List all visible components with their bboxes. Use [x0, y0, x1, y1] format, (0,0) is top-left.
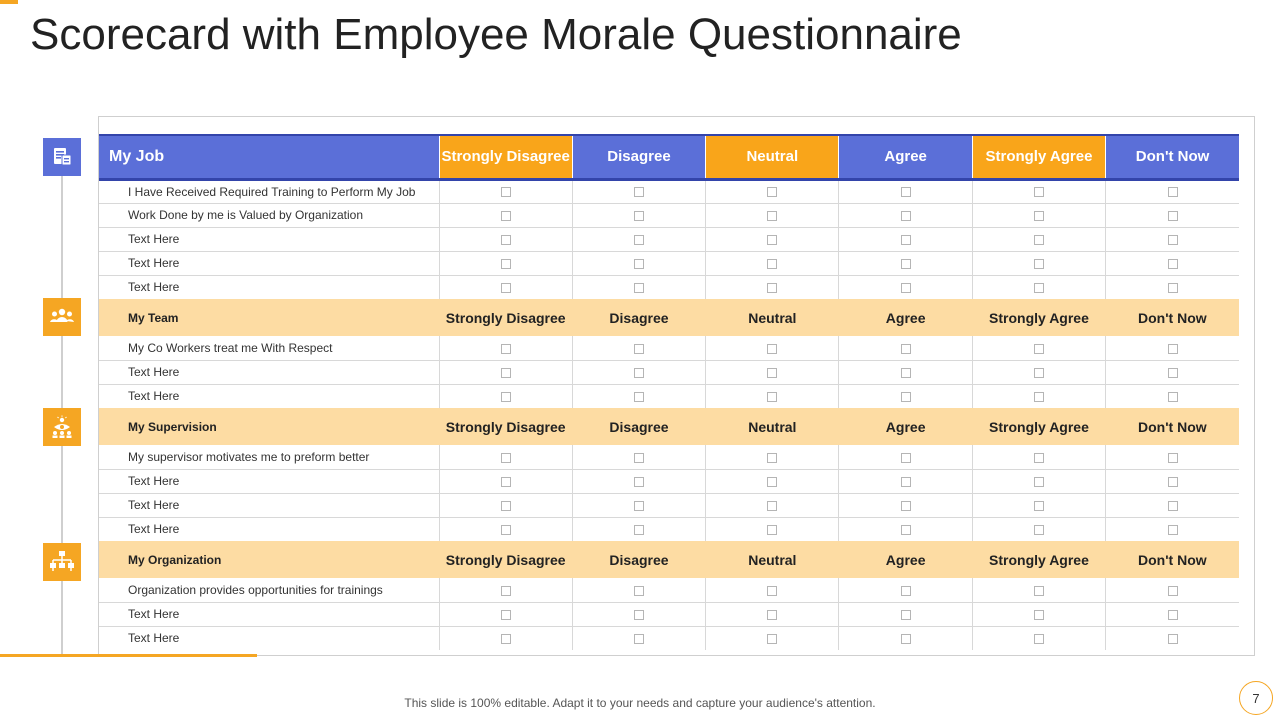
column-header-strongly-agree: Strongly Agree	[972, 135, 1105, 179]
table-header-row	[99, 135, 1239, 179]
checkbox[interactable]	[1168, 453, 1178, 463]
section-column-label: Strongly Agree	[972, 541, 1105, 578]
checkbox[interactable]	[901, 368, 911, 378]
table-row	[99, 203, 1239, 227]
section-column-label: Disagree	[572, 408, 705, 445]
checkbox[interactable]	[634, 235, 644, 245]
table-row	[99, 336, 1239, 360]
table-row	[99, 626, 1239, 650]
checkbox[interactable]	[901, 344, 911, 354]
checkbox[interactable]	[767, 525, 777, 535]
checkbox[interactable]	[767, 610, 777, 620]
checkbox[interactable]	[1168, 187, 1178, 197]
checkbox[interactable]	[501, 453, 511, 463]
checkbox[interactable]	[901, 634, 911, 644]
column-header-agree: Agree	[839, 135, 972, 179]
checkbox[interactable]	[767, 501, 777, 511]
table-row	[99, 469, 1239, 493]
section-column-label: Neutral	[706, 408, 839, 445]
checkbox[interactable]	[1034, 259, 1044, 269]
checkbox[interactable]	[634, 344, 644, 354]
checkbox[interactable]	[634, 392, 644, 402]
table-row	[99, 251, 1239, 275]
table-row	[99, 227, 1239, 251]
checkbox[interactable]	[1168, 392, 1178, 402]
checkbox[interactable]	[501, 610, 511, 620]
checkbox[interactable]	[634, 453, 644, 463]
top-accent-bar	[0, 0, 18, 4]
table-row	[99, 602, 1239, 626]
question-label: I Have Received Required Training to Perform My Job	[99, 179, 439, 203]
checkbox[interactable]	[767, 235, 777, 245]
table-row	[99, 179, 1239, 203]
section-label: My Supervision	[99, 408, 439, 445]
section-label: My Organization	[99, 541, 439, 578]
column-header-disagree: Disagree	[572, 135, 705, 179]
checkbox[interactable]	[901, 477, 911, 487]
checkbox[interactable]	[501, 344, 511, 354]
checkbox[interactable]	[501, 259, 511, 269]
clipboard-icon	[43, 138, 81, 176]
slide-title: Scorecard with Employee Morale Questionnaire	[30, 10, 962, 59]
table-row	[99, 578, 1239, 602]
checkbox[interactable]	[501, 235, 511, 245]
question-label: Text Here	[99, 227, 439, 251]
checkbox[interactable]	[1168, 477, 1178, 487]
checkbox[interactable]	[1034, 610, 1044, 620]
checkbox[interactable]	[767, 344, 777, 354]
question-label: Text Here	[128, 631, 180, 646]
checkbox[interactable]	[767, 211, 777, 221]
page-number: 7	[1239, 681, 1273, 715]
checkbox[interactable]	[767, 586, 777, 596]
checkbox[interactable]	[634, 610, 644, 620]
checkbox[interactable]	[1168, 368, 1178, 378]
section-header-my-team	[99, 299, 1239, 336]
checkbox[interactable]	[501, 525, 511, 535]
checkbox[interactable]	[1034, 453, 1044, 463]
question-label: Text Here	[99, 360, 439, 384]
checkbox[interactable]	[634, 259, 644, 269]
section-column-label: Disagree	[572, 541, 705, 578]
section-column-label: Strongly Disagree	[439, 408, 572, 445]
checkbox[interactable]	[901, 283, 911, 293]
checkbox[interactable]	[1034, 211, 1044, 221]
checkbox[interactable]	[501, 392, 511, 402]
checkbox[interactable]	[501, 477, 511, 487]
checkbox[interactable]	[1168, 525, 1178, 535]
section-column-label: Agree	[839, 299, 972, 336]
checkbox[interactable]	[767, 187, 777, 197]
checkbox[interactable]	[767, 368, 777, 378]
column-header-dont-now: Don't Now	[1106, 135, 1239, 179]
section-title-my-job: My Job	[99, 135, 439, 179]
checkbox[interactable]	[1034, 344, 1044, 354]
table-row	[99, 445, 1239, 469]
table-row	[99, 493, 1239, 517]
section-column-label: Strongly Agree	[972, 299, 1105, 336]
table-row	[99, 275, 1239, 299]
checkbox[interactable]	[634, 477, 644, 487]
question-label: Text Here	[99, 251, 439, 275]
section-column-label: Strongly Agree	[972, 408, 1105, 445]
section-column-label: Strongly Disagree	[439, 541, 572, 578]
checkbox[interactable]	[901, 392, 911, 402]
section-column-label: Agree	[839, 541, 972, 578]
checkbox[interactable]	[1034, 392, 1044, 402]
checkbox[interactable]	[634, 525, 644, 535]
checkbox[interactable]	[901, 586, 911, 596]
morale-scorecard-table	[99, 134, 1239, 650]
checkbox[interactable]	[1168, 610, 1178, 620]
table-row	[99, 517, 1239, 541]
checkbox[interactable]	[1034, 525, 1044, 535]
checkbox[interactable]	[634, 368, 644, 378]
checkbox[interactable]	[501, 283, 511, 293]
bottom-accent-bar	[0, 654, 257, 657]
checkbox[interactable]	[1034, 501, 1044, 511]
checkbox[interactable]	[634, 501, 644, 511]
checkbox[interactable]	[1168, 259, 1178, 269]
checkbox[interactable]	[1034, 368, 1044, 378]
checkbox[interactable]	[1034, 477, 1044, 487]
checkbox[interactable]	[901, 525, 911, 535]
checkbox[interactable]	[634, 211, 644, 221]
checkbox[interactable]	[767, 283, 777, 293]
checkbox[interactable]	[501, 634, 511, 644]
checkbox[interactable]	[901, 501, 911, 511]
section-column-label: Agree	[839, 408, 972, 445]
section-column-label: Don't Now	[1106, 408, 1239, 445]
checkbox[interactable]	[767, 259, 777, 269]
checkbox[interactable]	[1034, 283, 1044, 293]
section-header-my-organization	[99, 541, 1239, 578]
checkbox[interactable]	[901, 453, 911, 463]
checkbox[interactable]	[1168, 283, 1178, 293]
checkbox[interactable]	[901, 610, 911, 620]
checkbox[interactable]	[767, 634, 777, 644]
team-icon	[43, 298, 81, 336]
question-label: My supervisor motivates me to preform better	[99, 445, 439, 469]
checkbox[interactable]	[901, 211, 911, 221]
checkbox[interactable]	[1168, 501, 1178, 511]
checkbox[interactable]	[901, 235, 911, 245]
question-label: Text Here	[128, 389, 180, 404]
checkbox[interactable]	[1034, 235, 1044, 245]
checkbox[interactable]	[767, 477, 777, 487]
checkbox[interactable]	[501, 211, 511, 221]
section-header-my-supervision	[99, 408, 1239, 445]
section-column-label: Neutral	[706, 541, 839, 578]
section-column-label: Strongly Disagree	[439, 299, 572, 336]
checkbox[interactable]	[501, 586, 511, 596]
checkbox[interactable]	[1168, 344, 1178, 354]
checkbox[interactable]	[1168, 586, 1178, 596]
checkbox[interactable]	[1168, 634, 1178, 644]
section-column-label: Neutral	[706, 299, 839, 336]
question-label: Text Here	[128, 280, 180, 295]
section-column-label: Don't Now	[1106, 541, 1239, 578]
checkbox[interactable]	[1034, 187, 1044, 197]
question-label: My Co Workers treat me With Respect	[99, 336, 439, 360]
checkbox[interactable]	[501, 501, 511, 511]
supervision-icon	[43, 408, 81, 446]
checkbox[interactable]	[634, 634, 644, 644]
footer-note: This slide is 100% editable. Adapt it to your needs and capture your audience's attention.	[404, 696, 876, 710]
question-label: Text Here	[99, 602, 439, 626]
checkbox[interactable]	[767, 392, 777, 402]
checkbox[interactable]	[767, 453, 777, 463]
checkbox[interactable]	[1168, 235, 1178, 245]
question-label: Text Here	[99, 493, 439, 517]
question-label: Work Done by me is Valued by Organization	[99, 203, 439, 227]
section-label: My Team	[99, 299, 439, 336]
checkbox[interactable]	[901, 259, 911, 269]
checkbox[interactable]	[501, 187, 511, 197]
checkbox[interactable]	[634, 283, 644, 293]
question-label: Text Here	[99, 469, 439, 493]
column-header-strongly-disagree: Strongly Disagree	[439, 135, 572, 179]
question-label: Organization provides opportunities for trainings	[99, 578, 439, 602]
column-header-neutral: Neutral	[706, 135, 839, 179]
checkbox[interactable]	[634, 187, 644, 197]
section-column-label: Disagree	[572, 299, 705, 336]
checkbox[interactable]	[901, 187, 911, 197]
organization-icon	[43, 543, 81, 581]
checkbox[interactable]	[501, 368, 511, 378]
checkbox[interactable]	[634, 586, 644, 596]
section-column-label: Don't Now	[1106, 299, 1239, 336]
table-row	[99, 360, 1239, 384]
checkbox[interactable]	[1034, 586, 1044, 596]
checkbox[interactable]	[1034, 634, 1044, 644]
checkbox[interactable]	[1168, 211, 1178, 221]
table-row	[99, 384, 1239, 408]
question-label: Text Here	[128, 522, 180, 537]
